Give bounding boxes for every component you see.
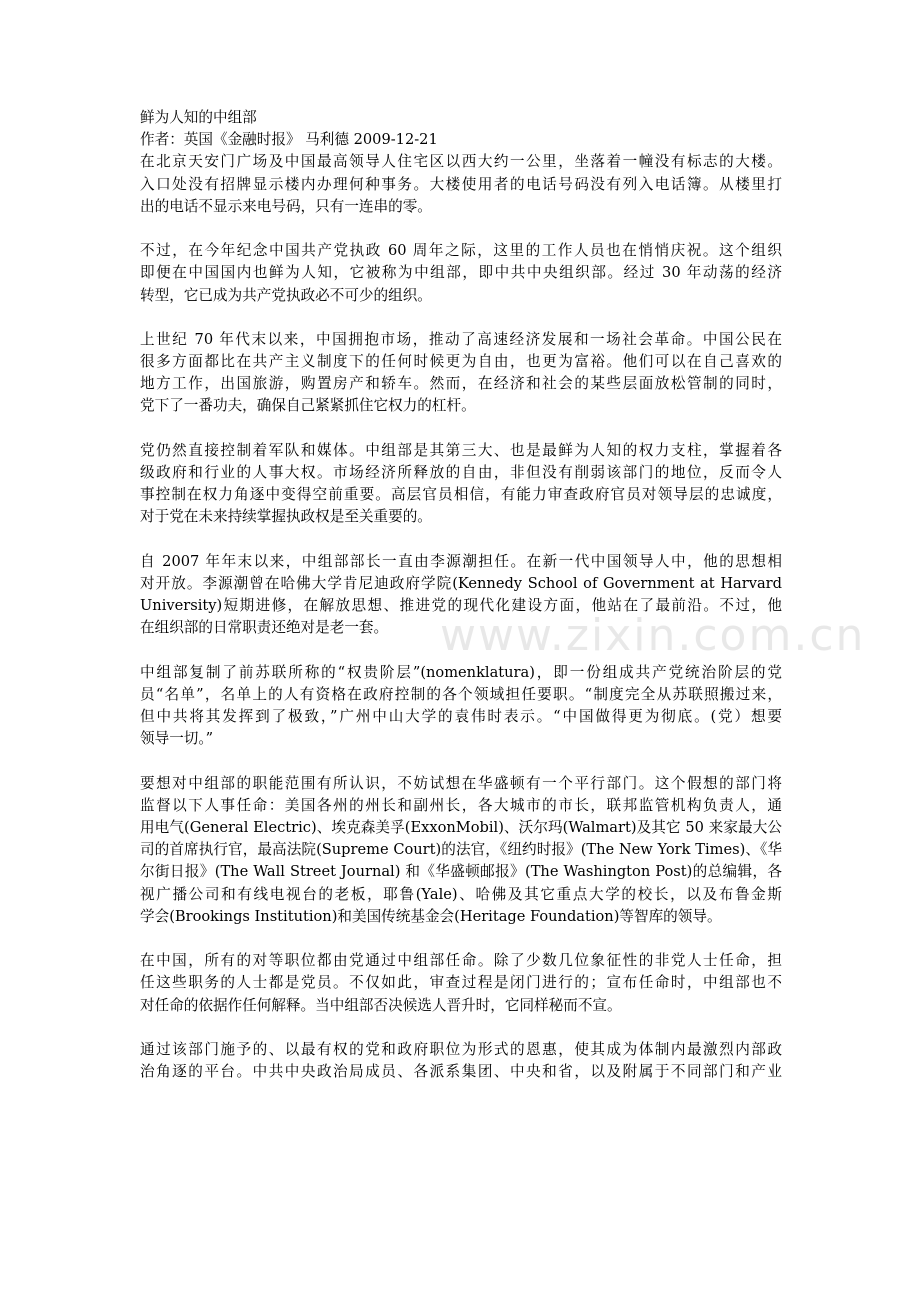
paragraph-line: 中组部复制了前苏联所称的“权贵阶层”(nomenklatura)，即一份组成共产党统治阶层的党 <box>140 663 782 681</box>
paragraph-line: 即便在中国国内也鲜为人知，它被称为中组部，即中共中央组织部。经过 30 年动荡的经济 <box>140 264 782 282</box>
paragraph-line: 任这些职务的人士都是党员。不仅如此，审查过程是闭门进行的；宣布任命时，中组部也不 <box>140 974 782 992</box>
article-title: 鲜为人知的中组部 <box>140 109 257 126</box>
paragraph-gap <box>140 640 782 662</box>
paragraph-line: University)短期进修，在解放思想、推进党的现代化建设方面，他站在了最前沿。不过，他 <box>140 597 782 615</box>
paragraph-line: 监督以下人事任命：美国各州的州长和副州长，各大城市的市长，联邦监管机构负责人，通 <box>140 796 782 814</box>
paragraph <box>140 240 782 307</box>
paragraph-line: 地方工作，出国旅游，购置房产和轿车。然而，在经济和社会的某些层面放松管制的同时， <box>140 375 782 393</box>
article-paragraphs <box>140 151 782 1083</box>
paragraph-line: 领导一切。” <box>140 730 214 748</box>
paragraph-line: 级政府和行业的人事大权。市场经济所释放的自由，非但没有削弱该部门的地位，反而令人 <box>140 464 782 481</box>
paragraph-line: 很多方面都比在共产主义制度下的任何时候更为自由，也更为富裕。他们可以在自己喜欢的 <box>140 353 782 371</box>
paragraph-line: 出的电话不显示来电号码，只有一连串的零。 <box>140 197 432 215</box>
paragraph <box>140 440 782 529</box>
paragraph <box>140 1039 782 1083</box>
paragraph-line: 要想对中组部的职能范围有所认识，不妨试想在华盛顿有一个平行部门。这个假想的部门将 <box>140 774 782 792</box>
paragraph-gap <box>140 928 782 950</box>
paragraph-line: 但中共将其发挥到了极致，”广州中山大学的袁伟时表示。“中国做得更为彻底。(党）想要 <box>140 708 782 726</box>
paragraph-line: 治角逐的平台。中共中央政治局成员、各派系集团、中央和省，以及附属于不同部门和产业 <box>140 1063 782 1081</box>
paragraph-line: 员“名单”，名单上的人有资格在政府控制的各个领域担任要职。“制度完全从苏联照搬过来， <box>140 685 782 703</box>
paragraph-gap <box>140 529 782 551</box>
paragraph <box>140 329 782 418</box>
paragraph-gap <box>140 218 782 240</box>
paragraph <box>140 662 782 751</box>
paragraph-line: 视广播公司和有线电视台的老板，耶鲁(Yale)、哈佛及其它重点大学的校长，以及布鲁金斯 <box>140 885 782 903</box>
paragraph <box>140 551 782 640</box>
paragraph-gap <box>140 750 782 772</box>
paragraph-line: 在中国，所有的对等职位都由党通过中组部任命。除了少数几位象征性的非党人士任命，担 <box>140 952 782 970</box>
paragraph-gap <box>140 1017 782 1039</box>
paragraph-line: 在组织部的日常职责还绝对是老一套。 <box>140 619 389 637</box>
paragraph-line: 尔街日报》(The Wall Street Journal) 和《华盛顿邮报》(The Washington Post)的总编辑，各 <box>140 863 782 881</box>
article-body <box>140 107 782 1083</box>
paragraph-line: 对任命的依据作任何解释。当中组部否决候选人晋升时，它同样秘而不宣。 <box>140 996 622 1014</box>
paragraph-line: 上世纪 70 年代末以来，中国拥抱市场，推动了高速经济发展和一场社会革命。中国公民在 <box>140 330 782 348</box>
paragraph-line: 对于党在未来持续掌握执政权是至关重要的。 <box>140 508 432 526</box>
paragraph-line: 用电气(General Electric)、埃克森美孚(ExxonMobil)、沃尔玛(Walmart)及其它 50 来家最大公 <box>140 819 782 836</box>
paragraph-gap <box>140 418 782 440</box>
paragraph <box>140 151 782 218</box>
paragraph-line: 转型，它已成为共产党执政必不可少的组织。 <box>140 286 432 304</box>
paragraph-line: 司的首席执行官，最高法院(Supreme Court)的法官，《纽约时报》(The New York Times)、《华 <box>140 841 782 859</box>
watermark: www.zixin.com.cn <box>440 610 866 661</box>
paragraph-line: 通过该部门施予的、以最有权的党和政府职位为形式的恩惠，使其成为体制内最激烈内部政 <box>140 1040 782 1058</box>
paragraph-line: 事控制在权力角逐中变得空前重要。高层官员相信，有能力审查政府官员对领导层的忠诚度， <box>140 486 782 504</box>
paragraph-line: 不过，在今年纪念中国共产党执政 60 周年之际，这里的工作人员也在悄悄庆祝。这个组织 <box>140 242 782 260</box>
paragraph <box>140 950 782 1017</box>
article-byline: 作者：英国《金融时报》 马利德 2009-12-21 <box>140 131 438 149</box>
paragraph-line: 党下了一番功夫，确保自己紧紧抓住它权力的杠杆。 <box>140 397 476 415</box>
paragraph-line: 自 2007 年年末以来，中组部部长一直由李源潮担任。在新一代中国领导人中，他的思想相 <box>140 552 782 570</box>
paragraph-line: 在北京天安门广场及中国最高领导人住宅区以西大约一公里，坐落着一幢没有标志的大楼。 <box>140 153 782 171</box>
paragraph <box>140 773 782 928</box>
paragraph-line: 对开放。李源潮曾在哈佛大学肯尼迪政府学院(Kennedy School of Government at Harvard <box>140 574 782 592</box>
paragraph-line: 学会(Brookings Institution)和美国传统基金会(Heritage Foundation)等智库的领导。 <box>140 907 722 925</box>
paragraph-line: 党仍然直接控制着军队和媒体。中组部是其第三大、也是最鲜为人知的权力支柱，掌握着各 <box>140 441 782 459</box>
paragraph-gap <box>140 307 782 329</box>
paragraph-line: 入口处没有招牌显示楼内办理何种事务。大楼使用者的电话号码没有列入电话簿。从楼里打 <box>140 175 782 193</box>
